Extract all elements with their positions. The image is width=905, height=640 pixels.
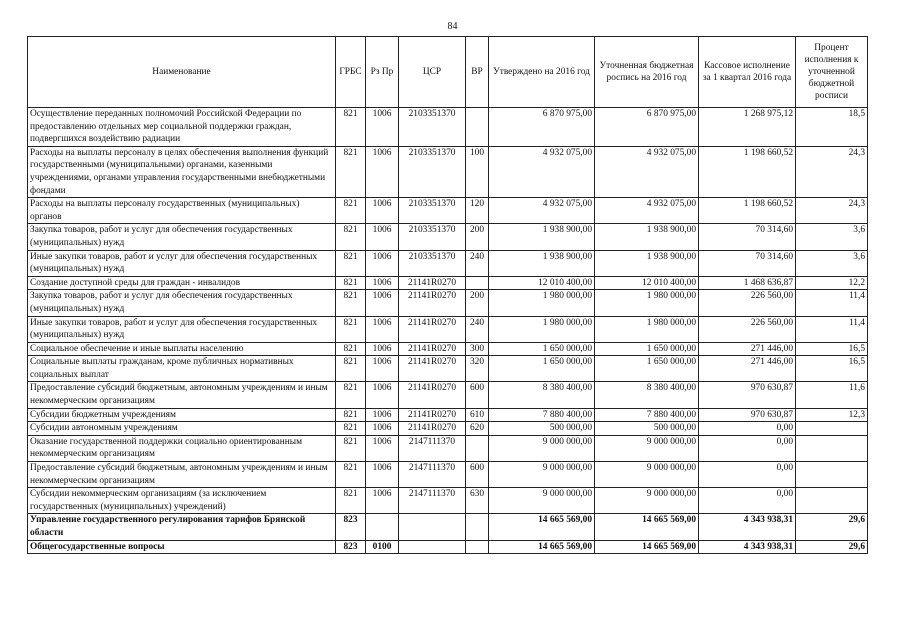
table-row (28, 250, 868, 276)
cell-name: Общегосударственные вопросы (28, 540, 336, 554)
cell-name: Иные закупки товаров, работ и услуг для обеспечения государственных (муниципальных) нужд (28, 250, 336, 276)
cell-grbs: 823 (336, 540, 366, 554)
cell-grbs: 821 (336, 488, 366, 514)
cell-percent (796, 435, 868, 461)
table-row (28, 435, 868, 461)
cell-csr: 2103351370 (399, 224, 466, 250)
cell-percent: 16,5 (796, 356, 868, 382)
cell-cash: 0,00 (699, 435, 796, 461)
table-row (28, 382, 868, 408)
cell-grbs: 823 (336, 514, 366, 540)
cell-refined: 12 010 400,00 (595, 276, 699, 290)
cell-vr: 300 (466, 342, 489, 356)
cell-rzpr: 1006 (366, 316, 399, 342)
cell-name: Субсидии автономным учреждениям (28, 422, 336, 436)
cell-cash: 1 468 636,87 (699, 276, 796, 290)
cell-refined: 6 870 975,00 (595, 108, 699, 147)
cell-name: Социальное обеспечение и иные выплаты населению (28, 342, 336, 356)
header-approved: Утверждено на 2016 год (489, 37, 595, 108)
cell-vr: 200 (466, 290, 489, 316)
cell-refined: 1 650 000,00 (595, 342, 699, 356)
cell-refined: 4 932 075,00 (595, 146, 699, 197)
cell-csr: 21141R0270 (399, 408, 466, 422)
table-row (28, 514, 868, 540)
cell-vr: 240 (466, 316, 489, 342)
cell-refined: 4 932 075,00 (595, 198, 699, 224)
cell-percent: 18,5 (796, 108, 868, 147)
cell-csr: 21141R0270 (399, 382, 466, 408)
cell-grbs: 821 (336, 276, 366, 290)
cell-percent: 29,6 (796, 514, 868, 540)
budget-execution-table (27, 36, 868, 554)
cell-rzpr (366, 514, 399, 540)
cell-cash: 970 630,87 (699, 408, 796, 422)
table-row (28, 422, 868, 436)
header-rzpr: Рз Пр (366, 37, 399, 108)
cell-grbs: 821 (336, 146, 366, 197)
header-grbs: ГРБС (336, 37, 366, 108)
cell-percent: 11,6 (796, 382, 868, 408)
cell-percent: 3,6 (796, 250, 868, 276)
cell-name: Субсидии некоммерческим организациям (за исключением государственных (муниципальных) учреждений) (28, 488, 336, 514)
cell-csr: 21141R0270 (399, 290, 466, 316)
cell-percent: 11,4 (796, 290, 868, 316)
cell-csr: 21141R0270 (399, 356, 466, 382)
table-row (28, 316, 868, 342)
cell-csr: 2147111370 (399, 435, 466, 461)
cell-approved: 1 650 000,00 (489, 356, 595, 382)
cell-approved: 14 665 569,00 (489, 514, 595, 540)
cell-cash: 226 560,00 (699, 290, 796, 316)
cell-approved: 9 000 000,00 (489, 435, 595, 461)
cell-approved: 1 980 000,00 (489, 316, 595, 342)
cell-approved: 12 010 400,00 (489, 276, 595, 290)
cell-approved: 1 938 900,00 (489, 250, 595, 276)
table-row (28, 342, 868, 356)
cell-rzpr: 1006 (366, 146, 399, 197)
table-row (28, 408, 868, 422)
cell-name: Расходы на выплаты персоналу в целях обеспечения выполнения функций государственными (муниципальными) органами, казенными учреждениями, органами управления государственными внебюджетными фондами (28, 146, 336, 197)
cell-approved: 500 000,00 (489, 422, 595, 436)
cell-csr: 2103351370 (399, 198, 466, 224)
table-body (28, 108, 868, 554)
header-name: Наименование (28, 37, 336, 108)
cell-grbs: 821 (336, 198, 366, 224)
cell-percent: 12,3 (796, 408, 868, 422)
cell-vr: 120 (466, 198, 489, 224)
cell-csr: 21141R0270 (399, 316, 466, 342)
cell-approved: 7 880 400,00 (489, 408, 595, 422)
cell-grbs: 821 (336, 250, 366, 276)
header-percent: Процент исполнения к уточненной бюджетной росписи (796, 37, 868, 108)
cell-approved: 1 980 000,00 (489, 290, 595, 316)
cell-refined: 500 000,00 (595, 422, 699, 436)
cell-percent: 24,3 (796, 198, 868, 224)
cell-refined: 1 980 000,00 (595, 316, 699, 342)
cell-cash: 70 314,60 (699, 224, 796, 250)
cell-name: Управление государственного регулирования тарифов Брянской области (28, 514, 336, 540)
cell-grbs: 821 (336, 462, 366, 488)
cell-cash: 1 198 660,52 (699, 198, 796, 224)
cell-csr: 2147111370 (399, 462, 466, 488)
table-row (28, 198, 868, 224)
cell-grbs: 821 (336, 290, 366, 316)
table-header-row (28, 37, 868, 108)
cell-percent (796, 422, 868, 436)
cell-grbs: 821 (336, 316, 366, 342)
cell-approved: 4 932 075,00 (489, 198, 595, 224)
cell-name: Социальные выплаты гражданам, кроме публичных нормативных социальных выплат (28, 356, 336, 382)
table-row (28, 108, 868, 147)
table-row (28, 146, 868, 197)
cell-cash: 970 630,87 (699, 382, 796, 408)
cell-name: Создание доступной среды для граждан - инвалидов (28, 276, 336, 290)
cell-refined: 1 980 000,00 (595, 290, 699, 316)
cell-rzpr: 1006 (366, 290, 399, 316)
cell-rzpr: 0100 (366, 540, 399, 554)
cell-approved: 6 870 975,00 (489, 108, 595, 147)
table-row (28, 462, 868, 488)
cell-name: Осуществление переданных полномочий Российской Федерации по предоставлению отдельных мер социальной поддержки граждан, подвергшихся воздействию радиации (28, 108, 336, 147)
cell-rzpr: 1006 (366, 408, 399, 422)
cell-cash: 4 343 938,31 (699, 514, 796, 540)
cell-vr (466, 108, 489, 147)
cell-cash: 70 314,60 (699, 250, 796, 276)
cell-vr (466, 540, 489, 554)
cell-vr (466, 514, 489, 540)
cell-approved: 1 938 900,00 (489, 224, 595, 250)
cell-grbs: 821 (336, 224, 366, 250)
table-row (28, 224, 868, 250)
cell-cash: 226 560,00 (699, 316, 796, 342)
cell-rzpr: 1006 (366, 356, 399, 382)
cell-rzpr: 1006 (366, 276, 399, 290)
cell-name: Иные закупки товаров, работ и услуг для обеспечения государственных (муниципальных) нужд (28, 316, 336, 342)
cell-csr: 2103351370 (399, 108, 466, 147)
cell-vr: 610 (466, 408, 489, 422)
cell-refined: 1 650 000,00 (595, 356, 699, 382)
cell-approved: 4 932 075,00 (489, 146, 595, 197)
cell-vr: 240 (466, 250, 489, 276)
cell-approved: 1 650 000,00 (489, 342, 595, 356)
cell-csr: 21141R0270 (399, 342, 466, 356)
header-csr: ЦСР (399, 37, 466, 108)
cell-approved: 14 665 569,00 (489, 540, 595, 554)
cell-name: Закупка товаров, работ и услуг для обеспечения государственных (муниципальных) нужд (28, 224, 336, 250)
cell-vr (466, 276, 489, 290)
cell-approved: 9 000 000,00 (489, 462, 595, 488)
cell-grbs: 821 (336, 408, 366, 422)
cell-name: Предоставление субсидий бюджетным, автономным учреждениям и иным некоммерческим организациям (28, 382, 336, 408)
cell-percent: 16,5 (796, 342, 868, 356)
cell-grbs: 821 (336, 342, 366, 356)
cell-cash: 0,00 (699, 422, 796, 436)
cell-percent (796, 488, 868, 514)
cell-rzpr: 1006 (366, 198, 399, 224)
cell-name: Расходы на выплаты персоналу государственных (муниципальных) органов (28, 198, 336, 224)
cell-cash: 4 343 938,31 (699, 540, 796, 554)
cell-vr: 600 (466, 462, 489, 488)
cell-refined: 9 000 000,00 (595, 488, 699, 514)
cell-percent: 12,2 (796, 276, 868, 290)
cell-refined: 14 665 569,00 (595, 514, 699, 540)
cell-rzpr: 1006 (366, 488, 399, 514)
cell-cash: 1 198 660,52 (699, 146, 796, 197)
cell-csr (399, 514, 466, 540)
cell-cash: 271 446,00 (699, 342, 796, 356)
cell-vr: 320 (466, 356, 489, 382)
cell-csr: 2147111370 (399, 488, 466, 514)
cell-grbs: 821 (336, 435, 366, 461)
cell-vr: 600 (466, 382, 489, 408)
cell-name: Субсидии бюджетным учреждениям (28, 408, 336, 422)
cell-refined: 14 665 569,00 (595, 540, 699, 554)
cell-vr: 630 (466, 488, 489, 514)
cell-csr: 2103351370 (399, 250, 466, 276)
table-row (28, 540, 868, 554)
cell-grbs: 821 (336, 108, 366, 147)
cell-vr: 100 (466, 146, 489, 197)
cell-vr: 200 (466, 224, 489, 250)
cell-rzpr: 1006 (366, 108, 399, 147)
cell-rzpr: 1006 (366, 435, 399, 461)
cell-name: Оказание государственной поддержки социально ориентированным некоммерческим организациям (28, 435, 336, 461)
cell-grbs: 821 (336, 382, 366, 408)
cell-percent: 11,4 (796, 316, 868, 342)
cell-rzpr: 1006 (366, 422, 399, 436)
cell-name: Закупка товаров, работ и услуг для обеспечения государственных (муниципальных) нужд (28, 290, 336, 316)
cell-csr: 2103351370 (399, 146, 466, 197)
table-row (28, 488, 868, 514)
cell-refined: 1 938 900,00 (595, 224, 699, 250)
cell-approved: 8 380 400,00 (489, 382, 595, 408)
cell-csr: 21141R0270 (399, 276, 466, 290)
cell-rzpr: 1006 (366, 462, 399, 488)
cell-rzpr: 1006 (366, 382, 399, 408)
cell-percent: 3,6 (796, 224, 868, 250)
cell-cash: 0,00 (699, 462, 796, 488)
cell-approved: 9 000 000,00 (489, 488, 595, 514)
cell-grbs: 821 (336, 422, 366, 436)
cell-vr (466, 435, 489, 461)
table-row (28, 276, 868, 290)
cell-cash: 271 446,00 (699, 356, 796, 382)
header-cash: Кассовое исполнение за 1 квартал 2016 года (699, 37, 796, 108)
cell-csr: 21141R0270 (399, 422, 466, 436)
cell-percent: 29,6 (796, 540, 868, 554)
table-row (28, 290, 868, 316)
cell-refined: 9 000 000,00 (595, 462, 699, 488)
cell-percent: 24,3 (796, 146, 868, 197)
cell-refined: 1 938 900,00 (595, 250, 699, 276)
cell-rzpr: 1006 (366, 250, 399, 276)
table-row (28, 356, 868, 382)
header-refined: Уточненная бюджетная роспись на 2016 год (595, 37, 699, 108)
cell-refined: 8 380 400,00 (595, 382, 699, 408)
cell-cash: 1 268 975,12 (699, 108, 796, 147)
cell-percent (796, 462, 868, 488)
cell-csr (399, 540, 466, 554)
cell-refined: 9 000 000,00 (595, 435, 699, 461)
header-vr: ВР (466, 37, 489, 108)
cell-cash: 0,00 (699, 488, 796, 514)
cell-name: Предоставление субсидий бюджетным, автономным учреждениям и иным некоммерческим организациям (28, 462, 336, 488)
cell-rzpr: 1006 (366, 224, 399, 250)
cell-refined: 7 880 400,00 (595, 408, 699, 422)
cell-vr: 620 (466, 422, 489, 436)
cell-grbs: 821 (336, 356, 366, 382)
cell-rzpr: 1006 (366, 342, 399, 356)
page-number: 84 (447, 21, 458, 32)
